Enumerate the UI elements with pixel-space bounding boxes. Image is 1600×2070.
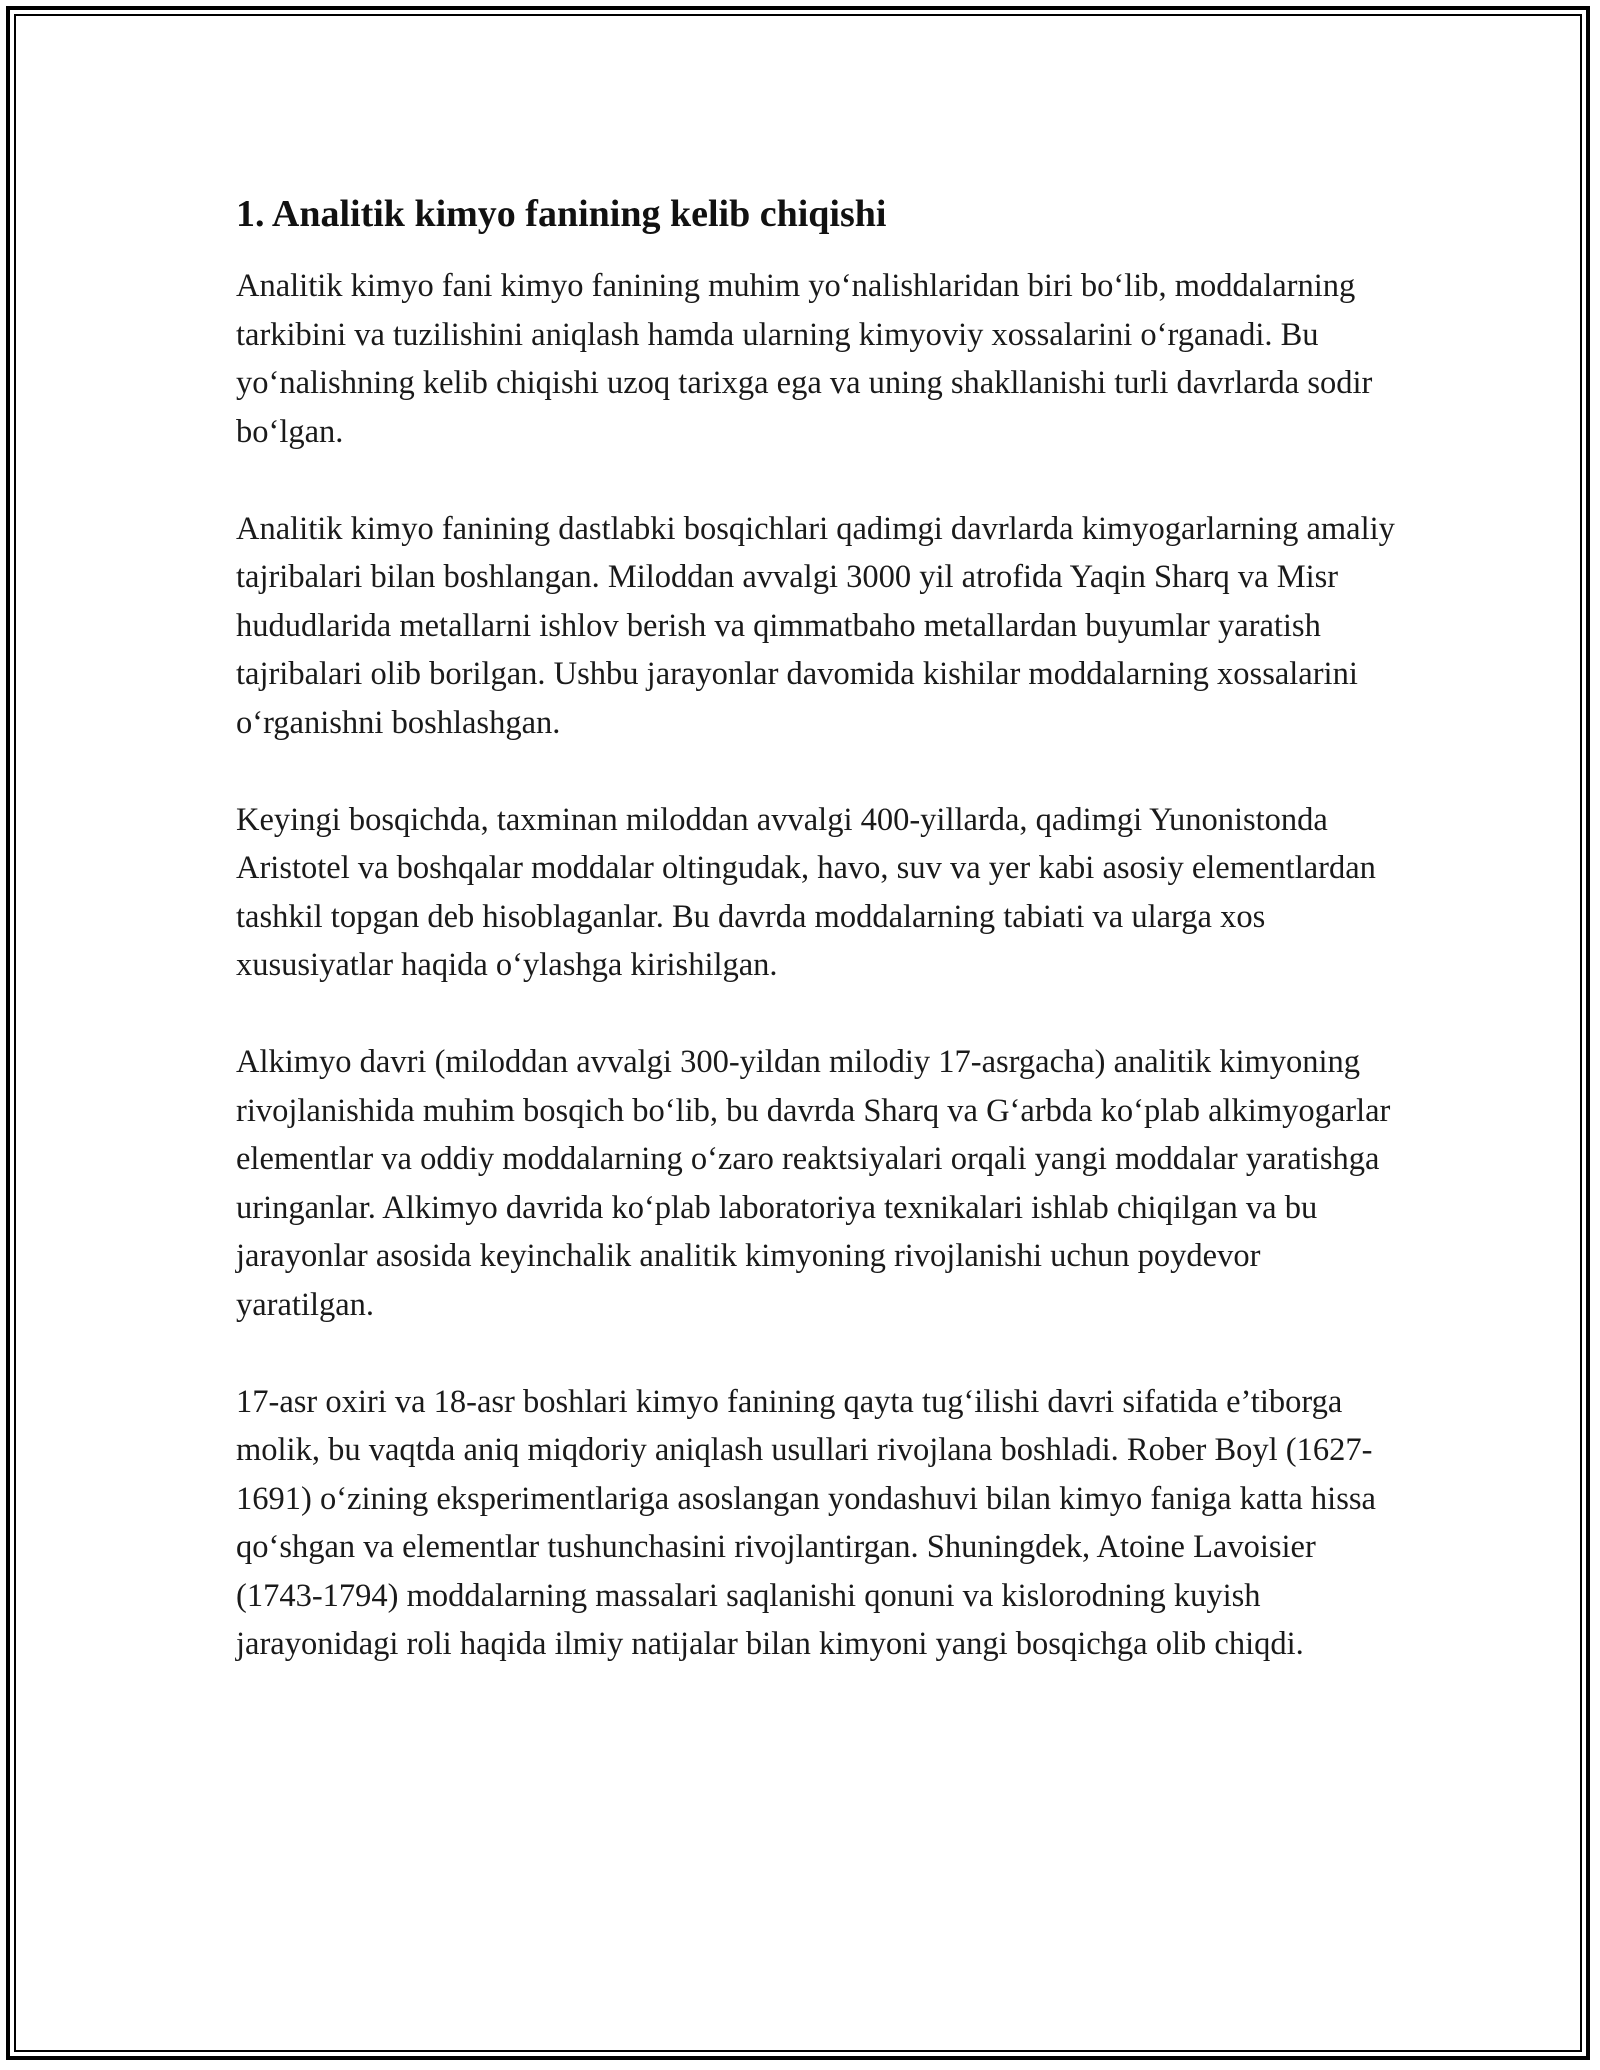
paragraph-3: Keyingi bosqichda, taxminan miloddan avvalgi 400-yillarda, qadimgi Yunonistonda Aristotel va boshqalar moddalar oltingudak, havo, suv va yer kabi asosiy elementlardan tashkil topgan deb hisoblaganlar. Bu davrda moddalarning tabiati va ularga xos xususiyatlar haqida o‘ylashga kirishilgan.: [236, 801, 1376, 983]
section-title: 1. Analitik kimyo fanining kelib chiqishi: [236, 193, 887, 235]
paragraph-2: Analitik kimyo fanining dastlabki bosqichlari qadimgi davrlarda kimyogarlarning amaliy tajribalari bilan boshlangan. Miloddan avvalgi 3000 yil atrofida Yaqin Sharq va Misr hududlarida metallarni ishlov berish va qimmatbaho metallardan buyumlar yaratish tajribalari olib borilgan. Ushbu jarayonlar davomida kishilar moddalarning xossalarini o‘rganishni boshlashgan.: [236, 510, 1395, 741]
paragraph-4: Alkimyo davri (miloddan avvalgi 300-yildan milodiy 17-asrgacha) analitik kimyoning rivojlanishida muhim bosqich bo‘lib, bu davrda Sharq va G‘arbda ko‘plab alkimyogarlar elementlar va oddiy moddalarning o‘zaro reaktsiyalari orqali yangi moddalar yaratishga uringanlar. Alkimyo davrida ko‘plab laboratoriya texnikalari ishlab chiqilgan va bu jarayonlar asosida keyinchalik analitik kimyoning rivojlanishi uchun poydevor yaratilgan.: [236, 1044, 1391, 1323]
paragraph-5: 17-asr oxiri va 18-asr boshlari kimyo fanining qayta tug‘ilishi davri sifatida e’tiborga molik, bu vaqtda aniq miqdoriy aniqlash usullari rivojlana boshladi. Rober Boyl (1627-1691) o‘zining eksperimentlariga asoslangan yondashuvi bilan kimyo faniga katta hissa qo‘shgan va elementlar tushunchasini rivojlantirgan. Shuningdek, Atoine Lavoisier (1743-1794) moddalarning massalari saqlanishi qonuni va kislorodning kuyish jarayonidagi roli haqida ilmiy natijalar bilan kimyoni yangi bosqichga olib chiqdi.: [236, 1383, 1376, 1662]
paragraph-1: Analitik kimyo fani kimyo fanining muhim yo‘nalishlaridan biri bo‘lib, moddalarning tarkibini va tuzilishini aniqlash hamda ularning kimyoviy xossalarini o‘rganadi. Bu yo‘nalishning kelib chiqishi uzoq tarixga ega va uning shakllanishi turli davrlarda sodir bo‘lgan.: [236, 268, 1373, 450]
document-body: [236, 190, 1396, 1717]
